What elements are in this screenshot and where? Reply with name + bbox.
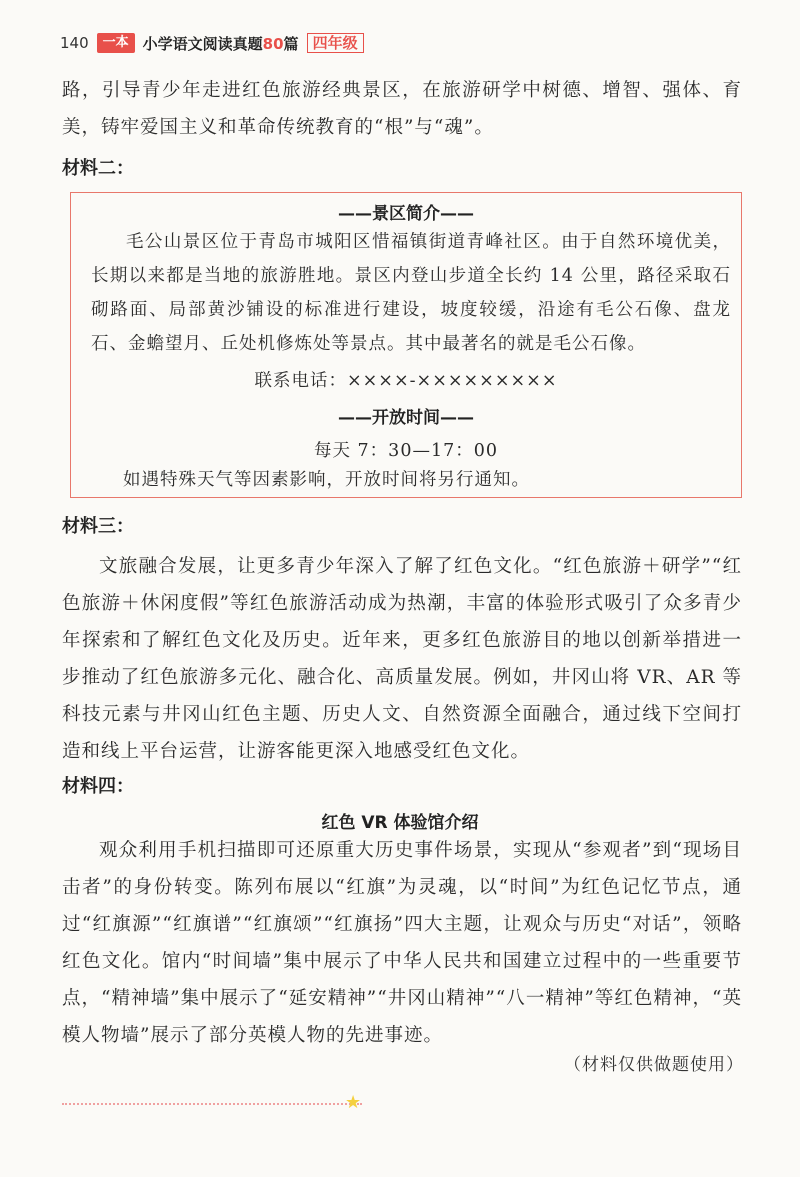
book-title-number: 80 xyxy=(262,34,284,53)
footnote: （材料仅供做题使用） xyxy=(564,1055,744,1075)
box-notice: 如遇特殊天气等因素影响，开放时间将另行通知。 xyxy=(123,470,530,490)
box-hours: 每天 7：30—17：00 xyxy=(313,441,498,461)
star-icon: ★ xyxy=(345,1092,362,1113)
material4-label: 材料四： xyxy=(62,776,134,797)
material2-label: 材料二： xyxy=(62,158,134,179)
box-heading-hours: ——开放时间—— xyxy=(338,408,474,428)
grade-badge: 四年级 xyxy=(307,33,364,53)
material4-text: 观众利用手机扫描即可还原重大历史事件场景，实现从“参观者”到“现场目击者”的身份转变。陈列布展以“红旗”为灵魂，以“时间”为红色记忆节点，通过“红旗源”“红旗谱”“红旗颂”“红旗扬”四大主题，让观众与历史“对话”，领略红色文化。馆内“时间墙”集中展示了中华人民共和国建立过程中的一些重要节点，“精神墙”集中展示了“延安精神”“井冈山精神”“八一精神”等红色精神，“英模人物墙”展示了部分英模人物的先进事迹。 xyxy=(62,840,742,1046)
box-intro-text: 毛公山景区位于青岛市城阳区惜福镇街道青峰社区。由于自然环境优美，长期以来都是当地的旅游胜地。景区内登山步道全长约 14 公里，路径采取石砌路面、局部黄沙铺设的标准进行建设，坡度较缓，沿途有毛公石像、盘龙石、金蟾望月、丘处机修炼处等景点。其中最著名的就是毛公石像。 xyxy=(91,232,731,354)
material3-text: 文旅融合发展，让更多青少年深入了解了红色文化。“红色旅游＋研学”“红色旅游＋休闲度假”等红色旅游活动成为热潮，丰富的体验形式吸引了众多青少年探索和了解红色文化及历史。近年来，更多红色旅游目的地以创新举措进一步推动了红色旅游多元化、融合化、高质量发展。例如，井冈山将 VR、AR 等科技元素与井冈山红色主题、历史人文、自然资源全面融合，通过线下空间打造和线上平台运营，让游客能更深入地感受红色文化。 xyxy=(62,556,742,762)
book-title xyxy=(143,33,299,54)
scenic-info-box xyxy=(70,192,742,498)
material4-title: 红色 VR 体验馆介绍 xyxy=(321,813,479,833)
book-title-prefix: 小学语文阅读真题 xyxy=(142,34,263,53)
page-header xyxy=(60,30,364,56)
page-number: 140 xyxy=(60,34,89,52)
book-title-suffix: 篇 xyxy=(283,34,299,53)
box-heading-intro: ——景区简介—— xyxy=(338,204,474,224)
decorative-dotted-line xyxy=(62,1103,362,1107)
intro-paragraph: 路，引导青少年走进红色旅游经典景区，在旅游研学中树德、增智、强体、育美，铸牢爱国主义和革命传统教育的“根”与“魂”。 xyxy=(62,80,742,138)
brand-badge: 一本 xyxy=(97,33,135,53)
material3-label: 材料三： xyxy=(62,516,134,537)
box-phone: 联系电话：××××-××××××××× xyxy=(254,371,558,391)
